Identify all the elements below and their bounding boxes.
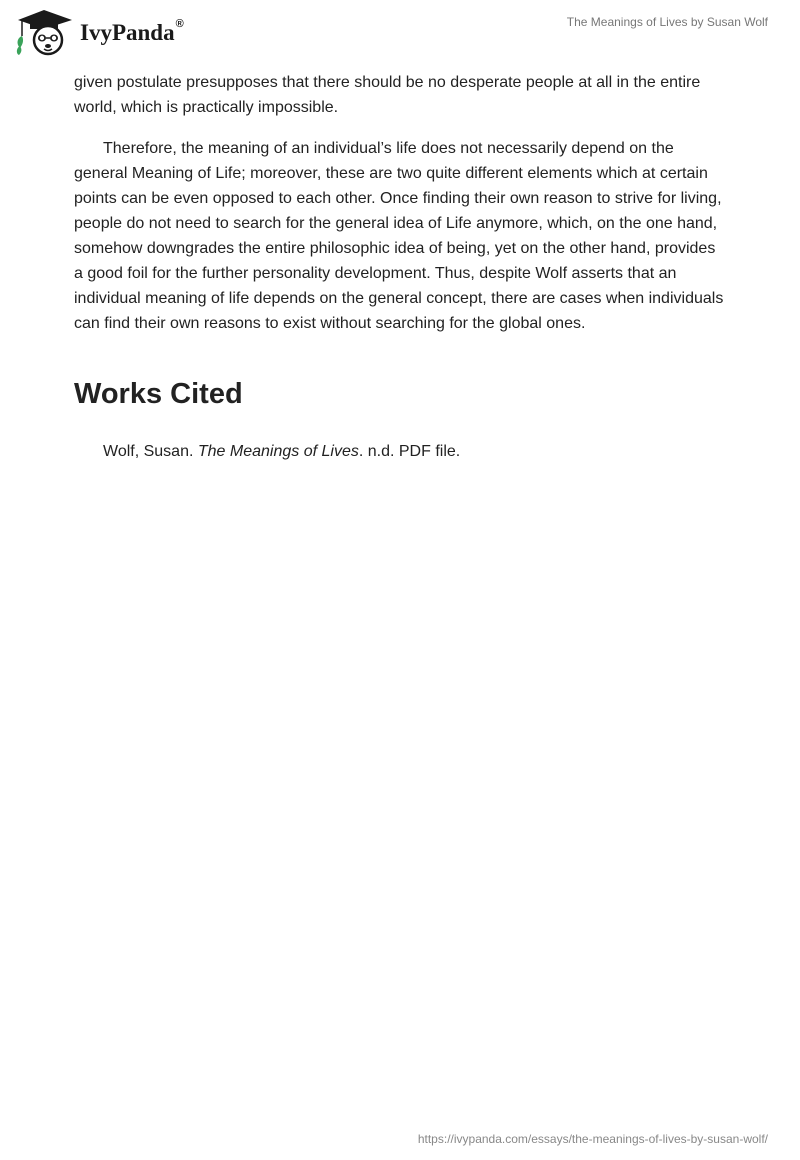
- page-header: [0, 0, 800, 68]
- ivypanda-logo[interactable]: [14, 8, 184, 56]
- footer-url[interactable]: https://ivypanda.com/essays/the-meanings-of-lives-by-susan-wolf/: [417, 1132, 768, 1146]
- works-cited-heading: Works Cited: [74, 378, 243, 410]
- citation-details: . n.d. PDF file.: [358, 443, 461, 460]
- citation-author: Wolf, Susan.: [103, 443, 194, 460]
- citation-entry: [103, 439, 460, 464]
- citation-title: The Meanings of Lives: [197, 443, 359, 460]
- document-title: The Meanings of Lives by Susan Wolf: [566, 15, 768, 29]
- brand-name: IvyPanda®: [80, 18, 184, 45]
- panda-logo-icon: [14, 8, 74, 56]
- paragraph-continuation: given postulate presupposes that there should be no desperate people at all in the entire world, which is practically impossible.: [74, 74, 701, 116]
- essay-body: [74, 70, 726, 336]
- paragraph-conclusion: Therefore, the meaning of an individual’s life does not necessarily depend on the general Meaning of Life; moreover, these are two quite different elements which at certain points can be even opposed to each other. Once finding their own reason to strive for living, people do not need to search for the general idea of Life anymore, which, on the one hand, somehow downgrades the entire philosophic idea of being, yet on the other hand, provides a good foil for the further personality development. Thus, despite Wolf asserts that an individual meaning of life depends on the general concept, there are cases when individuals can find their own reasons to exist without searching for the global ones.: [74, 140, 724, 332]
